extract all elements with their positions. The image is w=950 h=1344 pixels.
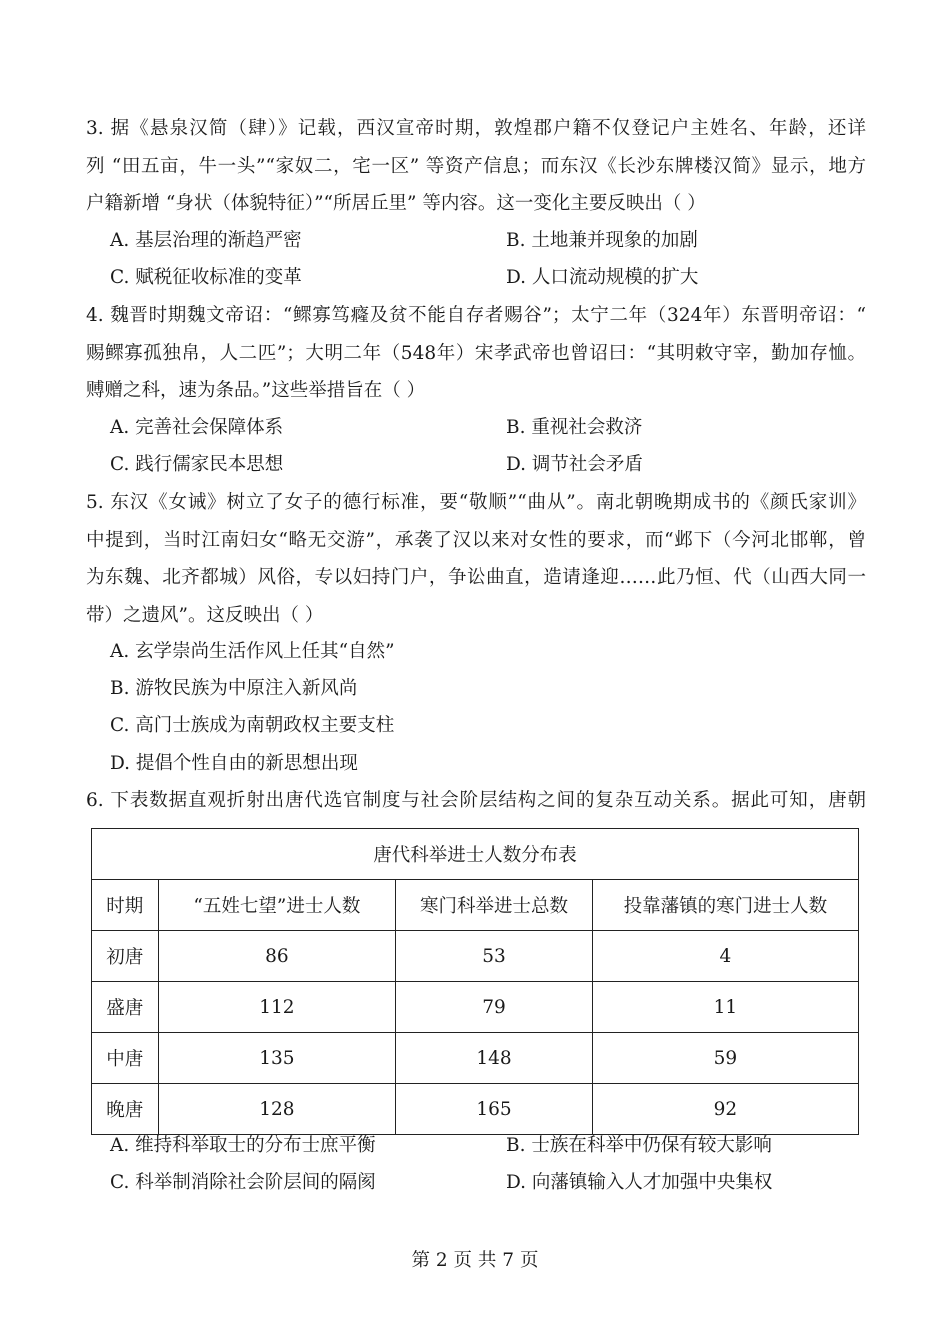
question-line: 3. 据《悬泉汉简（肆）》记载，西汉宣帝时期，敦煌郡户籍不仅登记户主姓名、年龄，还详 <box>86 118 866 139</box>
option-d: D. 人口流动规模的扩大 <box>506 267 699 288</box>
table-row <box>92 1033 859 1084</box>
option-a: A. 完善社会保障体系 <box>110 417 284 438</box>
table-cell: 128 <box>158 1084 396 1135</box>
question-line: 赐鳏寡孤独帛，人二匹”；大明二年（548年）宋孝武帝也曾诏曰：“其明敕守宰，勤加存恤。 <box>86 342 866 364</box>
table-row <box>92 982 859 1033</box>
table-cell: 86 <box>158 931 396 982</box>
option-c: C. 践行儒家民本思想 <box>110 454 284 475</box>
question-line: 带）之遗风”。这反映出（ ） <box>86 604 324 626</box>
option-b: B. 士族在科举中仍保有较大影响 <box>506 1135 772 1156</box>
option-d: D. 调节社会矛盾 <box>506 454 643 475</box>
question-3 <box>86 110 866 223</box>
table-cell: 165 <box>396 1084 593 1135</box>
option-c: C. 高门士族成为南朝政权主要支柱 <box>110 715 395 736</box>
table-cell: 4 <box>592 931 858 982</box>
table-header-cell: “五姓七望”进士人数 <box>158 880 396 931</box>
table-cell: 晚唐 <box>92 1084 159 1135</box>
question-line: 6. 下表数据直观折射出唐代选官制度与社会阶层结构之间的复杂互动关系。据此可知，唐朝 <box>86 790 866 811</box>
page-number-footer: 第 2 页 共 7 页 <box>411 1250 539 1271</box>
option-a: A. 玄学崇尚生活作风上任其“自然” <box>110 641 395 662</box>
table-header-cell: 时期 <box>92 880 159 931</box>
table-cell: 148 <box>396 1033 593 1084</box>
option-b: B. 游牧民族为中原注入新风尚 <box>110 678 358 699</box>
table-cell: 59 <box>592 1033 858 1084</box>
option-a: A. 基层治理的渐趋严密 <box>110 230 302 251</box>
option-b: B. 重视社会救济 <box>506 417 643 438</box>
table-cell: 初唐 <box>92 931 159 982</box>
question-5 <box>86 484 866 634</box>
option-c: C. 科举制消除社会阶层间的隔阂 <box>110 1172 376 1193</box>
table-cell: 中唐 <box>92 1033 159 1084</box>
option-b: B. 土地兼并现象的加剧 <box>506 230 698 251</box>
table-header-cell: 寒门科举进士总数 <box>396 880 593 931</box>
option-a: A. 维持科举取士的分布士庶平衡 <box>110 1135 376 1156</box>
table-row <box>92 931 859 982</box>
question-4 <box>86 297 866 410</box>
question-line: 列 “田五亩，牛一头”“家奴二，宅一区” 等资产信息；而东汉《长沙东牌楼汉简》显示，地方 <box>86 155 866 177</box>
table-header-row <box>92 880 859 931</box>
question-line: 5. 东汉《女诫》树立了女子的德行标准，要“敬顺”“曲从”。南北朝晚期成书的《颜氏家训》 <box>86 492 866 513</box>
table-cell: 112 <box>158 982 396 1033</box>
option-c: C. 赋税征收标准的变革 <box>110 267 302 288</box>
question-line: 4. 魏晋时期魏文帝诏：“鳏寡笃癃及贫不能自存者赐谷”；太宁二年（324年）东晋明帝诏：“ <box>86 305 866 326</box>
table-caption: 唐代科举进士人数分布表 <box>92 829 859 880</box>
question-line: 为东魏、北齐都城）风俗，专以妇持门户，争讼曲直，造请逢迎……此乃恒、代（山西大同一 <box>86 567 866 588</box>
option-d: D. 向藩镇输入人才加强中央集权 <box>506 1172 773 1193</box>
question-line: 赙赠之科，速为条品。”这些举措旨在（ ） <box>86 380 426 401</box>
question-line: 中提到，当时江南妇女“略无交游”，承袭了汉以来对女性的要求，而“邺下（今河北邯郸，曾 <box>86 529 866 551</box>
table-cell: 92 <box>592 1084 858 1135</box>
table-header-cell: 投靠藩镇的寒门进士人数 <box>592 880 858 931</box>
table-cell: 79 <box>396 982 593 1033</box>
table-cell: 135 <box>158 1033 396 1084</box>
option-d: D. 提倡个性自由的新思想出现 <box>110 753 358 774</box>
table-cell: 53 <box>396 931 593 982</box>
data-table <box>91 828 859 1135</box>
data-table-wrapper <box>91 828 859 1135</box>
table-cell: 盛唐 <box>92 982 159 1033</box>
question-line: 户籍新增 “身状（体貌特征）”“所居丘里” 等内容。这一变化主要反映出（ ） <box>86 193 706 214</box>
table-cell: 11 <box>592 982 858 1033</box>
question-6 <box>86 782 866 820</box>
